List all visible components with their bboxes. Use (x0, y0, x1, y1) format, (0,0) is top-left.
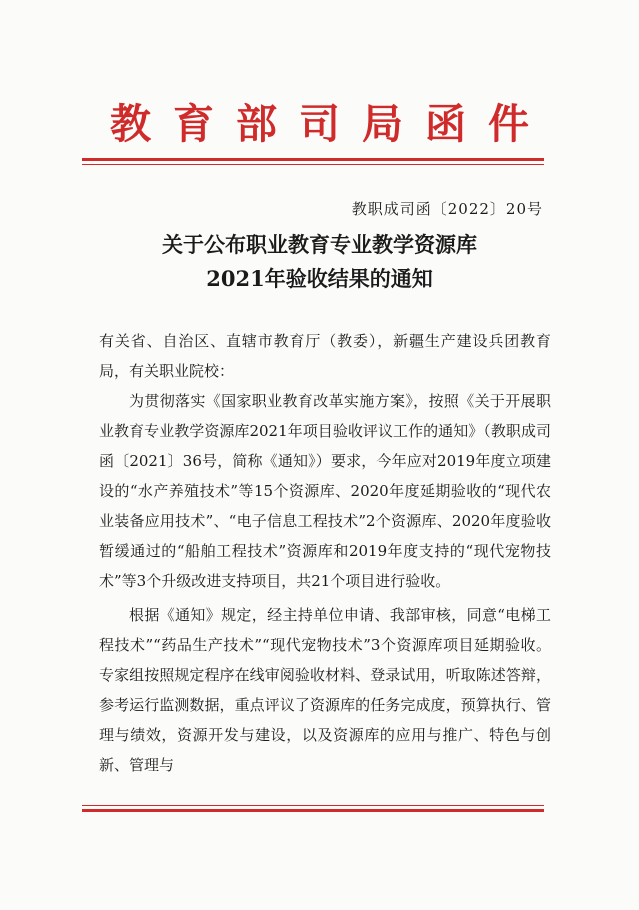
letterhead-title: 教育部司局函件 (110, 100, 551, 148)
letterhead-rule-thick (82, 158, 544, 161)
document-body (99, 326, 551, 780)
document-title-line-2: 2021年验收结果的通知 (206, 266, 433, 291)
document-title (0, 228, 639, 296)
body-paragraph-1: 为贯彻落实《国家职业教育改革实施方案》，按照《关于开展职业教育专业教学资源库2021年项目验收评议工作的通知》（教职成司函〔2021〕36号，简称《通知》）要求，今年应对2019年度立项建设的“水产养殖技术”等15个资源库、2020年度延期验收的“现代农业装备应用技术”、“电子信息工程技术”2个资源库、2020年度验收暂缓通过的“船舶工程技术”资源库和2019年度支持的“现代宠物技术”等3个升级改进支持项目，共21个项目进行验收。 (99, 392, 551, 590)
footer-rule-thick (82, 809, 544, 812)
letterhead-rule-thin (82, 164, 544, 165)
footer-rule-thin (82, 805, 544, 806)
salutation: 有关省、自治区、直辖市教育厅（教委），新疆生产建设兵团教育局，有关职业院校： (99, 332, 551, 380)
body-paragraph-2: 根据《通知》规定，经主持单位申请、我部审核，同意“电梯工程技术”“药品生产技术”“现代宠物技术”3个资源库项目延期验收。专家组按照规定程序在线审阅验收材料、登录试用，听取陈述答辩，参考运行监测数据，重点评议了资源库的任务完成度，预算执行、管理与绩效，资源开发与建设，以及资源库的应用与推广、特色与创新、管理与 (99, 606, 551, 774)
document-title-line-1: 关于公布职业教育专业教学资源库 (162, 232, 477, 257)
document-number: 教职成司函〔2022〕20号 (351, 200, 543, 218)
